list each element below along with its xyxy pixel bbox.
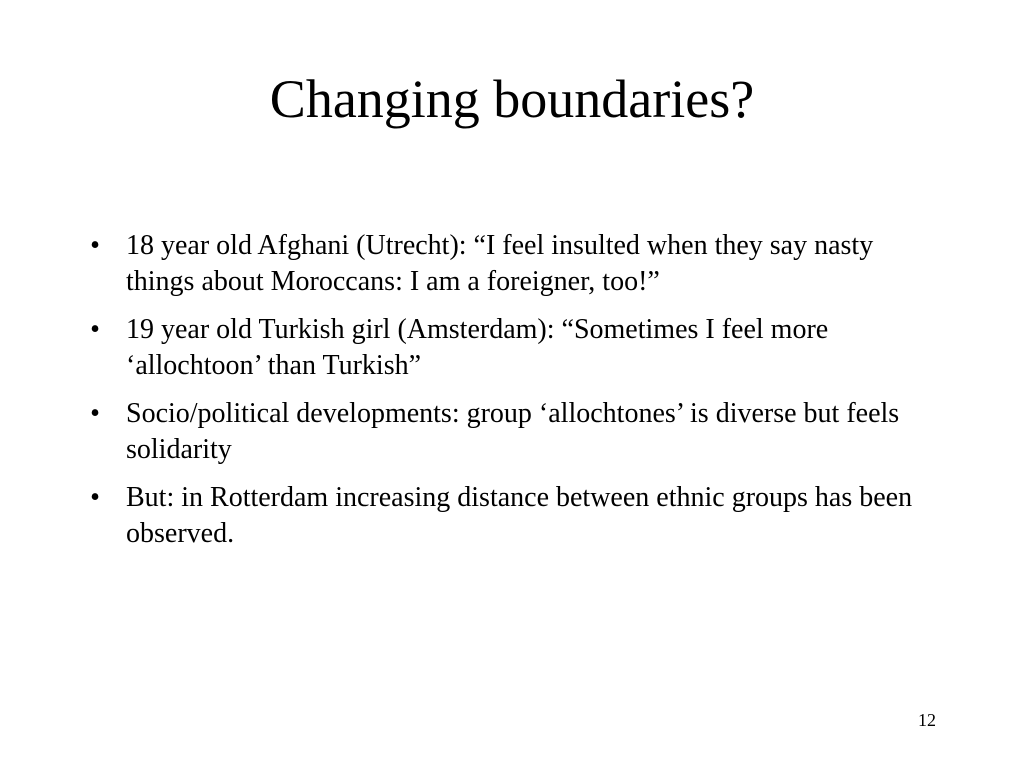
bullet-text: Socio/political developments: group ‘allochtones’ is diverse but feels solidarity	[126, 398, 900, 465]
bullet-item	[85, 312, 945, 384]
bullet-text: 18 year old Afghani (Utrecht): “I feel insulted when they say nasty things about Moroccans: I am a foreigner, too!”	[126, 230, 874, 297]
page-number: 12	[918, 710, 936, 730]
bullet-icon: •	[90, 230, 100, 261]
bullet-icon: •	[90, 482, 100, 513]
bullet-icon: •	[90, 398, 100, 429]
slide-title: Changing boundaries?	[269, 69, 755, 129]
bullet-item	[85, 480, 945, 552]
bullet-icon: •	[90, 314, 100, 345]
bullet-item	[85, 396, 945, 468]
bullet-text: 19 year old Turkish girl (Amsterdam): “Sometimes I feel more ‘allochtoon’ than Turkish”	[126, 314, 829, 381]
bullet-item	[85, 228, 945, 300]
bullet-text: But: in Rotterdam increasing distance between ethnic groups has been observed.	[126, 482, 913, 549]
bullet-list	[85, 228, 945, 564]
